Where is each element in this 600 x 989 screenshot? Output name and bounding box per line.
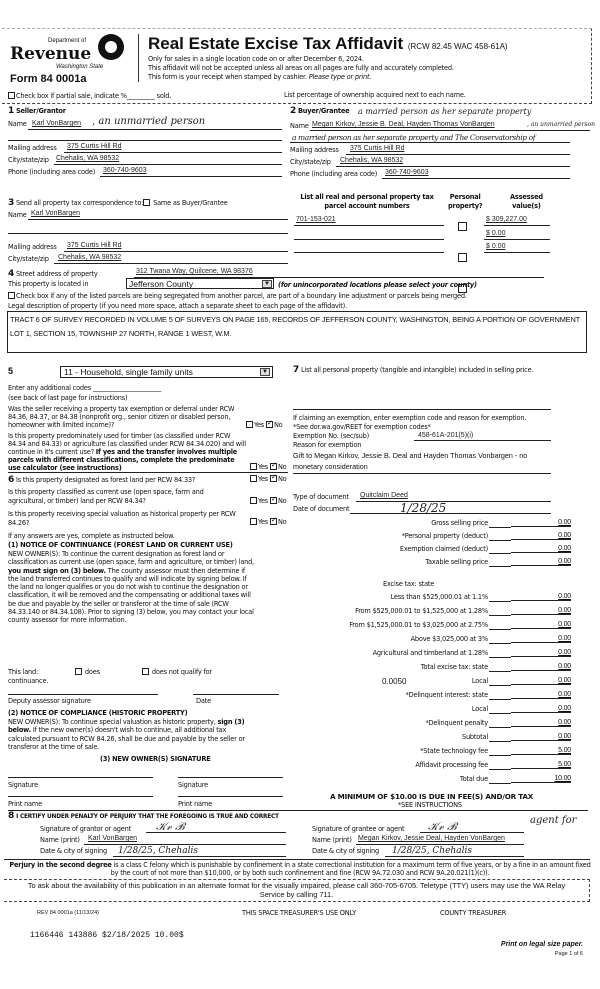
certify-heading: 8 I CERTIFY UNDER PENALTY OF PERJURY THAT THE FOREGOING IS TRUE AND CORRECT [8,811,279,821]
seller-city-label: City/state/zip [8,156,49,164]
personal-header: Personal property? [448,193,483,210]
tax-row-label: Affidavit processing fee [415,761,488,769]
notice-continuance-text: NEW OWNER(S): To continue the current designation as forest land or classification as current use (open space, farm and agriculture, or timber) land, you must sign on (3) below. The county assessor must then determine if the land transferred continues to qualify and will indicate by signing below. If the land no longer qualifies or you do not wish to continue the designation or classification, it will be removed and the compensating or additional taxes will be due and payable by the seller or transferor at the time of sale (RCW 84.33.140 or 84.34.108). Prior to signing (3) below, you may contact your local county assessor for more information. [8,550,255,625]
tax-row-value[interactable]: 5.00 [511,747,571,755]
grantor-date-label: Date & city of signing [40,847,108,855]
doc-date[interactable]: 1/28/25 [400,501,447,515]
partial-sale: Check box if partial sale, indicate %_________ sold. [8,92,171,100]
treasurer-use-label: THIS SPACE TREASURER'S USE ONLY [242,909,356,917]
street-address[interactable]: 312 Twana Way, Quilcene, WA 98376 [136,268,253,275]
leader-line [489,685,511,686]
tax-row [293,663,583,674]
tax-row-label: *Delinquent interest: state [405,691,488,699]
buyer-mail[interactable]: 375 Curtis Hill Rd [350,145,405,152]
assessed-value[interactable]: $ 0.00 [486,243,506,250]
leader-line [489,540,511,541]
county-treasurer-label: COUNTY TREASURER [440,909,507,917]
seller-heading: 1 Seller/Grantor [8,106,66,116]
header-line-1: Only for sales in a single location code on or after December 6, 2024. [148,55,364,63]
page-title: Real Estate Excise Tax Affidavit (RCW 82.45 WAC 458-61A) [148,34,508,53]
buyer-handwritten-line2: a married person as her separate property and The Conservatorship of [292,133,536,142]
street-label: 4 Street address of property [8,269,98,279]
same-as-buyer-checkbox[interactable] [143,199,150,206]
dor-logo-icon [98,34,124,60]
corr-city[interactable]: Chehalis, WA 98532 [58,254,122,261]
dropdown-arrow-icon: ▼ [262,280,272,288]
dept-label: Department of [48,38,87,44]
tax-row-label: Exemption claimed (deduct) [399,545,488,553]
no-checkbox[interactable] [270,497,277,504]
tax-row-value[interactable]: 0.00 [511,649,571,657]
leader-line [489,755,511,756]
tax-row-label: Local [471,677,488,685]
seller-mail[interactable]: 375 Curtis Hill Rd [67,143,122,150]
partial-sale-checkbox[interactable] [8,92,15,99]
leader-line [489,713,511,714]
leader-line [489,615,511,616]
exemption-intro: If claiming an exemption, enter exemption code and reason for exemption. *See dor.wa.gov/REET for exemption codes* [293,414,527,431]
continuance-label: continuance. [8,677,49,685]
tax-row [293,775,583,786]
leader-line [489,601,511,602]
tax-row-value[interactable]: 10.00 [511,775,571,783]
leader-line [489,553,511,554]
tax-row-value[interactable]: 0.00 [511,607,571,615]
tax-row-label: Subtotal [461,733,488,741]
corr-mail[interactable]: 375 Curtis Hill Rd [67,242,122,249]
tax-row [293,677,583,688]
tax-row [293,747,583,758]
deputy-signature-label: Deputy assessor signature [8,697,91,705]
does-not-checkbox[interactable] [142,668,149,675]
tax-row [293,621,583,632]
grantee-sig-label: Signature of grantee or agent [312,825,405,833]
leader-line [489,727,511,728]
see-instructions: *SEE INSTRUCTIONS [398,801,462,809]
yes-checkbox[interactable] [250,518,257,525]
grantor-name[interactable]: Karl VonBargen [88,835,138,842]
owner-print-name-label: Print name [8,800,42,808]
new-owner-signature-title: (3) NEW OWNER(S) SIGNATURE [100,755,211,763]
assessed-header: Assessed value(s) [510,193,543,210]
header-line-3: This form is your receipt when stamped by cashier. Please type or print. [148,73,372,81]
seller-phone[interactable]: 360-740-9603 [103,167,147,174]
tax-row [293,607,583,618]
revenue-logo-text: Revenue [10,44,92,64]
doc-type-label: Type of document [293,493,349,501]
no-checkbox[interactable] [270,463,277,470]
tax-row [293,532,583,543]
grantor-sig-label: Signature of grantor or agent [40,825,131,833]
no-checkbox[interactable] [270,475,277,482]
corr-mail-label: Mailing address [8,243,57,251]
tax-row-value[interactable]: 0.00 [511,545,571,553]
tax-row [293,545,583,556]
tax-row-label: From $525,000.01 to $1,525,000 at 1.28% [355,607,488,615]
parcel-number[interactable]: 701-153-021 [296,216,336,223]
perjury-notice: Perjury in the second degree is a class C felony which is punishable by confinement in a state correctional institution for a maximum term of five years, or by a fine in an amount fixed by the court of not more than $10,000, or by both such confinement and fine (RCW 9A.72.030 and RCW 9A.20.021(1)(c)). [9,861,591,877]
q2-answer: Yes ✓ No [250,463,287,471]
tax-row [293,519,583,530]
exemption-no-label: Exemption No. (sec/sub) [293,432,369,440]
tax-row [293,691,583,702]
tax-row [293,558,583,569]
tax-row-value[interactable]: 0.00 [511,621,571,629]
q6-3-answer: Yes ✓ No [250,518,287,526]
leader-line [489,671,511,672]
buyer-handwritten-above: a married person as her separate property [358,107,532,116]
does-not-option: does not qualify for [142,668,212,676]
tax-row-label: Agricultural and timberland at 1.28% [372,649,488,657]
treasurer-stamp: 1166446 143886 $2/18/2025 10.00$ [30,931,184,940]
corr-name-label: Name [8,211,27,219]
yes-checkbox[interactable] [250,497,257,504]
alt-format-notice: To ask about the availability of this publication in an alternate format for the visually impaired, please call 360-705-6705. Teletype (TTY) users may use the WA Relay Service by calling 711. [4,879,590,902]
no-checkbox[interactable] [270,518,277,525]
tax-row [293,635,583,646]
tax-row [293,705,583,716]
yes-checkbox[interactable] [250,475,257,482]
q6-2-answer: Yes ✓ No [250,497,287,505]
buyer-phone-label: Phone (including area code) [290,170,378,178]
personal-checkbox[interactable] [458,222,467,231]
tax-row-value[interactable]: 0.00 [511,593,571,601]
does-checkbox[interactable] [75,668,82,675]
this-land-label: This land: [8,668,39,676]
state-label: Washington State [56,64,104,70]
deputy-date-label: Date [196,697,211,705]
tax-row-value[interactable]: 0.00 [511,663,571,671]
tax-row-value[interactable]: 0.00 [511,733,571,741]
tax-row-label: *Delinquent penalty [425,719,488,727]
leader-line [489,566,511,567]
tax-row-label: Taxable selling price [425,558,488,566]
tax-row-label: Local [471,705,488,713]
tax-row [293,733,583,744]
personal-checkbox[interactable] [458,253,467,262]
yes-checkbox[interactable] [250,463,257,470]
segregated-checkbox[interactable] [8,292,15,299]
section-5-number: 5 [8,366,14,376]
reason-value[interactable]: Gift to Megan Kirkov, Jessie B. Deal and Hayden Thomas Vonbargen - no monetary consideration [293,451,528,471]
leader-line [489,657,511,658]
owner-print-name-label-2: Print name [178,800,212,808]
grantee-date-label: Date & city of signing [312,847,380,855]
no-checkbox[interactable] [266,421,273,428]
agent-note: agent for [530,815,577,826]
q6-1-answer: Yes ✓ No [250,475,287,483]
grantee-name-label: Name (print) [312,836,352,844]
grantee-name[interactable]: Megan Kirkov, Jessie Deal, Hayden VonBargen [358,835,505,842]
tax-row [293,649,583,660]
see-back: (see back of last page for instructions) [8,394,128,402]
reason-label: Reason for exemption [293,441,362,449]
buyer-city-label: City/state/zip [290,158,331,166]
seller-name-label: Name [8,120,27,128]
corr-city-label: City/state/zip [8,255,49,263]
tax-row-value[interactable]: 0.00 [511,719,571,727]
yes-checkbox[interactable] [246,421,253,428]
tax-row-label: *Personal property (deduct) [401,532,488,540]
personal-property-heading: 7 List all personal property (tangible and intangible) included in selling price. [293,365,534,375]
seller-name-handwritten: , an unmarried person [92,116,206,127]
revision-label: REV 84 0001a (11/13/24) [37,910,99,916]
legal-description-field[interactable]: TRACT 6 OF SURVEY RECORDED IN VOLUME 5 OF SURVEYS ON PAGE 165, RECORDS OF JEFFERSON COUNTY, WASHINGTON, BEING A PORTION OF GOVERNMENT LOT 1, SECTION 15, TOWNSHIP 27 NORTH, RANGE 1 WEST, W.M. [7,311,587,353]
parcel-header: List all real and personal property tax parcel account numbers [300,193,434,210]
additional-codes: Enter any additional codes ______________________ [8,384,162,392]
owner-signature-label: Signature [8,781,39,789]
leader-line [489,741,511,742]
tax-row-value[interactable]: 0.00 [511,519,571,527]
header-divider [138,34,139,82]
county-note: (for unincorporated locations please select your county) [278,281,477,289]
form-number: Form 84 0001a [10,73,87,85]
buyer-name-label: Name [290,122,309,130]
leader-line [489,643,511,644]
grantor-signature[interactable]: 𝒦𝓋 ℬ [156,820,185,833]
doc-type[interactable]: Quitclaim Deed [360,492,408,499]
leader-line [489,629,511,630]
tax-row-value[interactable]: 0.00 [511,677,571,685]
leader-line [489,769,511,770]
tax-row-value[interactable]: 0.00 [511,691,571,699]
buyer-heading: 2 Buyer/Grantee [290,106,350,116]
buyer-mail-label: Mailing address [290,146,339,154]
local-rate: 0.0050 [382,677,407,686]
ownership-note: List percentage of ownership acquired next to each name. [284,91,466,99]
seller-mail-label: Mailing address [8,144,57,152]
leader-line [489,783,511,784]
q-historical: Is this property receiving special valuation as historical property per RCW 84.26? [8,510,236,527]
located-label: This property is located in [8,280,89,288]
q-timber-agriculture: Is this property predominately used for timber (as classified under RCW 84.34 and 84.33) or agriculture (as classified under RCW 84.34.020) and will continue in it's current use? If yes and the transfer involves multiple parcels with different classifications, complete the predominate use calculator (see instructions) [8,432,246,472]
corr-name[interactable]: Karl VonBargen [31,210,81,217]
header-line-2: This affidavit will not be accepted unless all areas on all pages are fully and accurately completed. [148,64,454,72]
notice-compliance-title: (2) NOTICE OF COMPLIANCE (HISTORIC PROPERTY) [8,709,188,717]
assessed-value[interactable]: $ 309,227.00 [486,216,527,223]
tax-row-label: Total excise tax: state [420,663,488,671]
notice-continuance-title: (1) NOTICE OF CONTINUANCE (FOREST LAND OR CURRENT USE) [8,541,233,549]
seller-phone-label: Phone (including area code) [8,168,96,176]
seller-name[interactable]: Karl VonBargen [32,120,82,127]
buyer-city[interactable]: Chehalis, WA 98532 [340,157,404,164]
grantee-date-city[interactable]: 1/28/25, Chehalis [392,846,472,856]
tax-row-value[interactable]: 0.00 [511,532,571,540]
buyer-handwritten-after: , an unmarried person [527,121,595,128]
seller-city[interactable]: Chehalis, WA 98532 [56,155,120,162]
legal-paper-note: Print on legal size paper. [500,941,583,948]
tax-row-label: Total due [459,775,488,783]
q-current-use: Is this property classified as current use (open space, farm and agricultural, or timber) land per RCW 84.34? [8,488,204,505]
excise-state-label: Excise tax: state [383,580,435,588]
grantor-date-city[interactable]: 1/28/25, Chehalis [118,846,198,856]
does-option: does [75,668,100,676]
correspondence-heading: 3 Send all property tax correspondence to: Same as Buyer/Grantee [8,198,228,208]
county-select[interactable]: Jefferson County ▼ [126,278,274,289]
buyer-name[interactable]: Megan Kirkov, Jessie B. Deal, Hayden Thomas VonBargen [312,121,495,128]
use-code-select[interactable]: 11 - Household, single family units ▼ [60,366,273,378]
notice-compliance-text: NEW OWNER(S): To continue special valuation as historic property, sign (3) below. If the new owner(s) doesn't wish to continue, all additional tax calculated pursuant to RCW 84.26, shall be due and payable by the seller or transferor at the time of sale. [8,718,245,751]
tax-row [293,593,583,604]
doc-date-label: Date of document [293,505,350,513]
grantee-signature[interactable]: 𝒦𝓋 ℬ [428,820,457,833]
tax-row-value[interactable]: 0.00 [511,635,571,643]
tax-row-label: Less than $525,000.01 at 1.1% [390,593,488,601]
assessed-value[interactable]: $ 0.00 [486,230,506,237]
leader-line [489,527,511,528]
buyer-phone[interactable]: 360-740-9603 [385,169,429,176]
tax-row-value[interactable]: 5.00 [511,761,571,769]
q1-answer: Yes ✓ No [246,421,283,429]
q-forest-land: 6 Is this property designated as forest land per RCW 84.33? [8,475,196,485]
tax-row [293,719,583,730]
tax-row [293,761,583,772]
tax-row-value[interactable]: 0.00 [511,705,571,713]
dropdown-arrow-icon: ▼ [260,368,270,376]
segregated-option: Check box if any of the listed parcels are being segregated from another parcel, are part of a boundary line adjustment or parcels being merged. [8,292,467,300]
q-exemption-deferral: Was the seller receiving a property tax exemption or deferral under RCW 84.36, 84.37, or 84.38 (nonprofit org., senior citizen or disabled person, homeowner with limited income)? [8,405,235,429]
tax-row-value[interactable]: 0.00 [511,558,571,566]
legal-label: Legal description of property (if you need more space, attach a separate sheet to each page of the affidavit). [8,302,347,310]
page-number: Page 1 of 6 [554,951,583,957]
tax-row-label: *State technology fee [420,747,488,755]
exemption-no[interactable]: 458-61A-201(5)(i) [418,432,474,439]
tax-row-label: From $1,525,000.01 to $3,025,000 at 2.75% [349,621,488,629]
owner-signature-label-2: Signature [178,781,209,789]
minimum-due-note: A MINIMUM OF $10.00 IS DUE IN FEE(S) AND/OR TAX [330,792,534,801]
grantor-name-label: Name (print) [40,836,80,844]
tax-row-label: Above $3,025,000 at 3% [410,635,488,643]
leader-line [489,699,511,700]
tax-row-label: Gross selling price [431,519,488,527]
if-yes-note: If any answers are yes, complete as instructed below. [8,532,175,540]
